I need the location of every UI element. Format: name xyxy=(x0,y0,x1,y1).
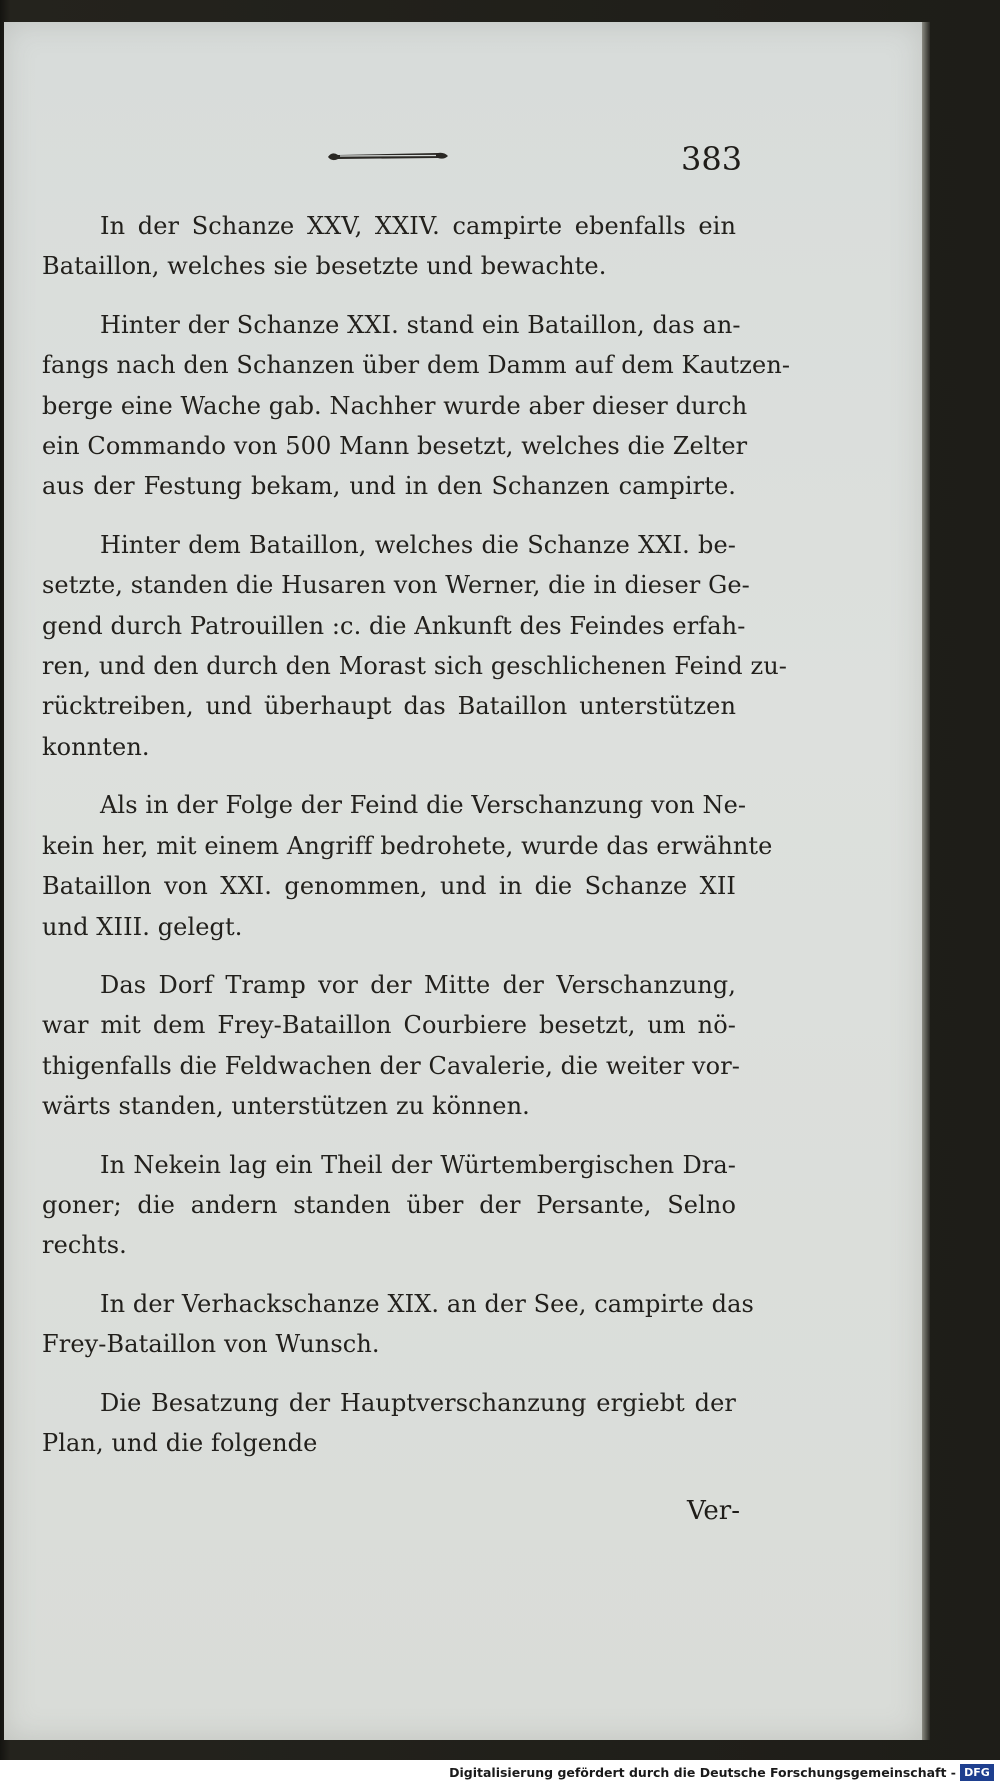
text-line: rücktreiben, und überhaupt das Bataillon unterstützen xyxy=(42,692,736,721)
text-line: Das Dorf Tramp vor der Mitte der Verschanzung, xyxy=(100,970,736,999)
text-line: Bataillon von XXI. genommen, und in die Schanze XII xyxy=(42,872,736,901)
text-line: Hinter dem Bataillon, welches die Schanze XXI. be- xyxy=(100,530,736,559)
body-text xyxy=(42,206,791,1481)
page-number: 383 xyxy=(681,140,743,178)
footer-bar xyxy=(0,1760,1000,1786)
text-line: ren, und den durch den Morast sich geschlichenen Feind zu- xyxy=(42,652,787,681)
paragraph xyxy=(42,305,791,507)
paragraph xyxy=(42,1284,754,1365)
paragraph xyxy=(42,206,736,287)
text-line: konnten. xyxy=(42,732,150,761)
text-line: rechts. xyxy=(42,1231,127,1260)
text-line: ein Commando von 500 Mann besetzt, welches die Zelter xyxy=(42,432,748,461)
text-line: Plan, und die folgende xyxy=(42,1428,318,1457)
page-edge xyxy=(922,22,930,1740)
text-line: Bataillon, welches sie besetzte und bewachte. xyxy=(42,252,607,281)
book-page xyxy=(4,22,925,1740)
text-line: und XIII. gelegt. xyxy=(42,912,243,941)
catchword: Ver- xyxy=(687,1496,740,1526)
paragraph xyxy=(42,1145,736,1266)
text-line: aus der Festung bekam, und in den Schanzen campirte. xyxy=(42,472,736,501)
paragraph xyxy=(42,525,787,767)
text-line: thigenfalls die Feldwachen der Cavalerie, die weiter vor- xyxy=(42,1051,741,1080)
text-line: Hinter der Schanze XXI. stand ein Bataillon, das an- xyxy=(100,310,741,339)
text-line: war mit dem Frey-Bataillon Courbiere besetzt, um nö- xyxy=(42,1011,736,1040)
text-line: Frey-Bataillon von Wunsch. xyxy=(42,1330,380,1359)
paragraph xyxy=(42,965,741,1127)
paragraph xyxy=(42,1383,736,1464)
text-line: gend durch Patrouillen :c. die Ankunft des Feindes erfah- xyxy=(42,611,746,640)
text-line: Die Besatzung der Hauptverschanzung ergiebt der xyxy=(100,1388,736,1417)
text-line: fangs nach den Schanzen über dem Damm auf dem Kautzen- xyxy=(42,351,791,380)
text-line: wärts standen, unterstützen zu können. xyxy=(42,1092,530,1121)
text-line: goner; die andern standen über der Persante, Selno xyxy=(42,1190,736,1219)
dfg-logo-icon: DFG xyxy=(960,1764,994,1781)
text-line: In der Schanze XXV, XXIV. campirte ebenfalls ein xyxy=(100,212,736,240)
footer-credit: Digitalisierung gefördert durch die Deutsche Forschungsgemeinschaft - xyxy=(449,1765,956,1780)
text-line: berge eine Wache gab. Nachher wurde aber dieser durch xyxy=(42,391,748,420)
text-line: In der Verhackschanze XIX. an der See, campirte das xyxy=(100,1289,754,1318)
paragraph xyxy=(42,785,773,947)
header-ornament xyxy=(326,148,450,164)
text-line: In Nekein lag ein Theil der Würtembergischen Dra- xyxy=(100,1150,736,1179)
text-line: kein her, mit einem Angriff bedrohete, wurde das erwähnte xyxy=(42,831,773,860)
text-line: setzte, standen die Husaren von Werner, die in dieser Ge- xyxy=(42,571,750,600)
text-line: Als in der Folge der Feind die Verschanzung von Ne- xyxy=(100,791,747,820)
